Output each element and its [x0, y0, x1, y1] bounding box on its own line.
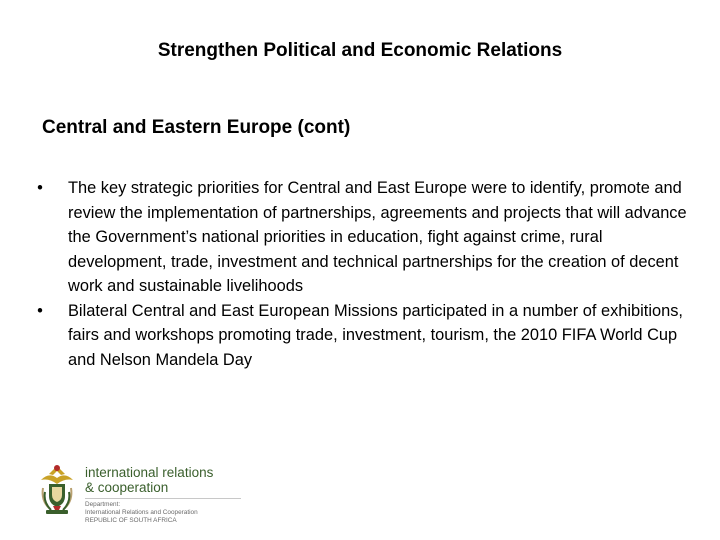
bullet-item [33, 176, 693, 299]
logo-divider [85, 498, 241, 499]
org-name-line-1: international relations [85, 465, 214, 480]
department-logo [35, 462, 235, 524]
bullet-text: The key strategic priorities for Central and East Europe were to identify, promote and review the implementation of partnerships, agreements and projects that will advance the Government’s national priorities in education, fight against crime, rural development, trade, investment and technical partnerships for the creation of decent work and sustainable livelihoods [68, 179, 687, 295]
dept-line-3: REPUBLIC OF SOUTH AFRICA [85, 517, 177, 524]
bullet-marker: • [37, 179, 43, 197]
slide-subtitle: Central and Eastern Europe (cont) [42, 117, 351, 138]
dept-line-1: Department: [85, 501, 121, 508]
org-name-line-2: & cooperation [85, 480, 169, 495]
bullet-marker: • [37, 301, 43, 320]
bullet-item [33, 299, 693, 373]
coat-of-arms-icon [35, 462, 79, 518]
slide-title: Strengthen Political and Economic Relations [157, 40, 563, 61]
dept-line-2: International Relations and Cooperation [85, 509, 198, 516]
logo-text [85, 465, 243, 525]
bullet-text: Bilateral Central and East European Missions participated in a number of exhibitions, fairs and workshops promoting trade, investment, tourism, the 2010 FIFA World Cup and Nelson Mandela Day [68, 301, 683, 369]
bullet-list [33, 176, 693, 372]
